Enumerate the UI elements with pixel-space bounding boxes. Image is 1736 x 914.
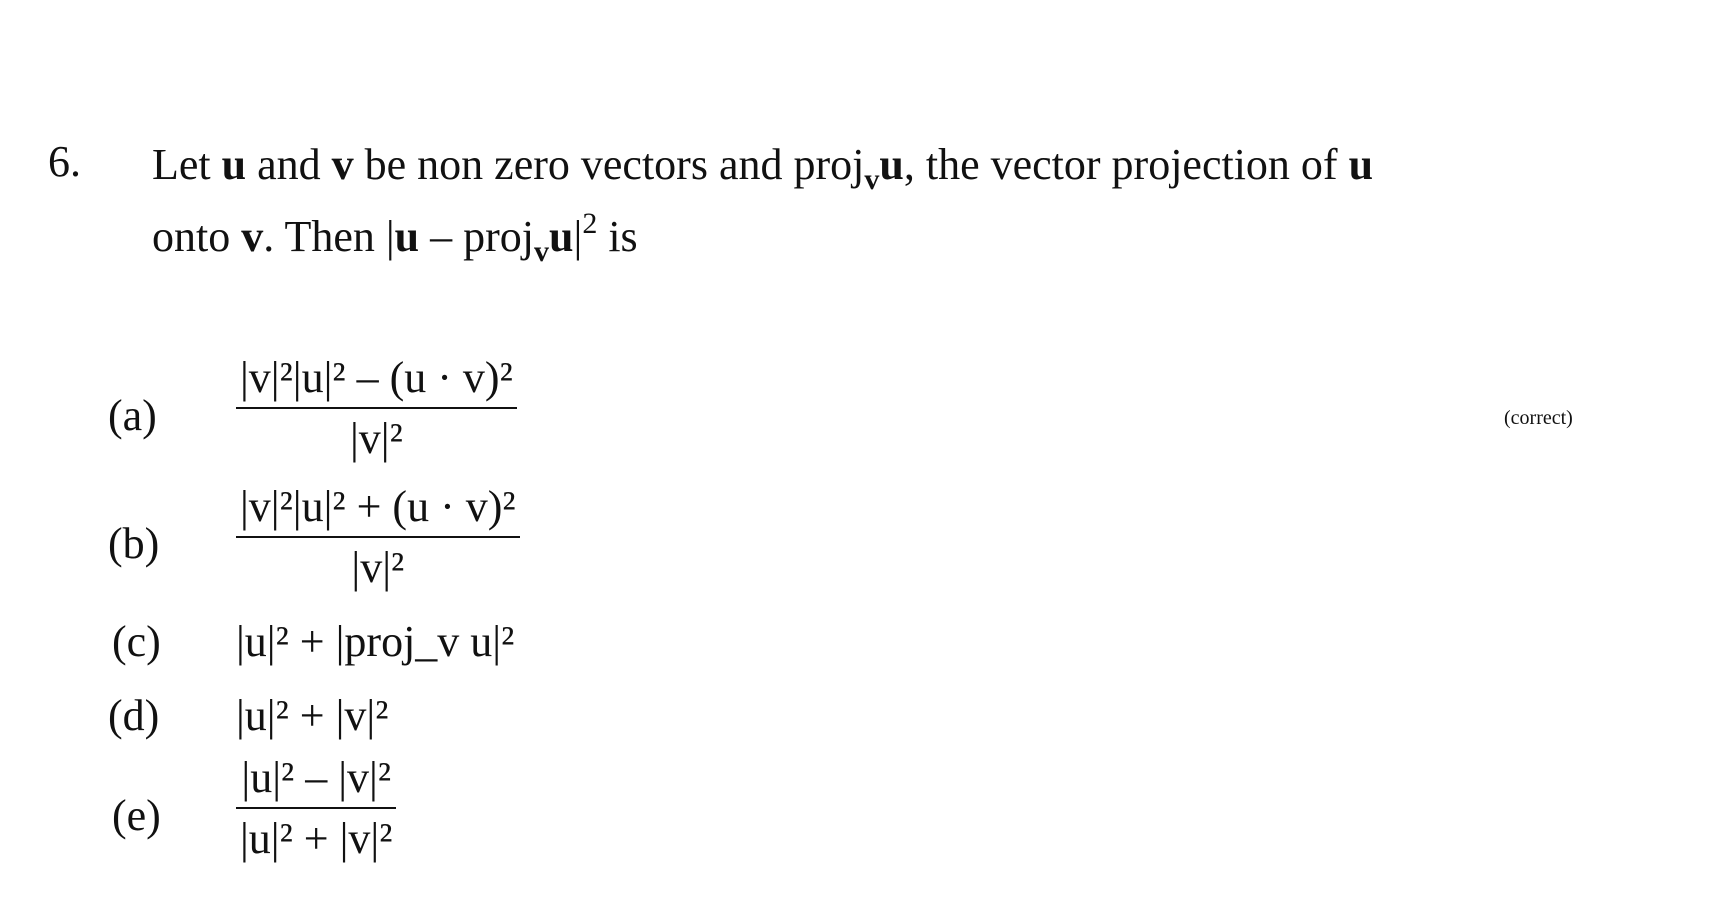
vector-u: u xyxy=(1348,140,1374,189)
subscript-v: v xyxy=(864,163,880,196)
correct-marker: (correct) xyxy=(1504,407,1573,429)
stem-text: and xyxy=(246,140,332,189)
option-a-numerator: |v|²|u|² – (u · v)² xyxy=(240,353,513,402)
stem-text: , the vector projection of xyxy=(903,140,1349,189)
stem-text: – proj xyxy=(419,212,535,261)
option-b-denominator: |v|² xyxy=(351,543,405,592)
option-e-numerator: |u|² – |v|² xyxy=(241,753,392,802)
question-number: 6. xyxy=(48,137,81,186)
option-c-expression: |u|² + |proj_v u|² xyxy=(236,617,515,666)
stem-text: is xyxy=(597,212,638,261)
stem-text: | xyxy=(573,212,583,261)
option-b-fraction xyxy=(236,481,520,593)
option-d-expression: |u|² + |v|² xyxy=(236,691,389,740)
option-b-numerator: |v|²|u|² + (u · v)² xyxy=(240,482,516,531)
superscript-2: 2 xyxy=(582,207,598,240)
vector-u: u xyxy=(549,212,574,261)
option-e-denominator: |u|² + |v|² xyxy=(240,814,393,863)
option-e-fraction xyxy=(236,752,396,864)
vector-v: v xyxy=(331,140,354,189)
stem-text: be non zero vectors and proj xyxy=(353,140,865,189)
option-e-label: (e) xyxy=(112,791,161,840)
option-a-denominator: |v|² xyxy=(349,414,403,463)
vector-u: u xyxy=(394,212,420,261)
stem-text: . Then | xyxy=(263,212,395,261)
stem-text: Let xyxy=(152,140,222,189)
option-b-label: (b) xyxy=(108,519,160,568)
option-a-label: (a) xyxy=(108,391,157,440)
subscript-v: v xyxy=(534,235,550,268)
option-a-fraction xyxy=(236,352,517,464)
option-c-label: (c) xyxy=(112,617,161,666)
question-stem xyxy=(152,136,1602,280)
option-d-label: (d) xyxy=(108,691,160,740)
stem-text: onto xyxy=(152,212,242,261)
vector-u: u xyxy=(221,140,247,189)
vector-v: v xyxy=(241,212,264,261)
vector-u: u xyxy=(879,140,904,189)
